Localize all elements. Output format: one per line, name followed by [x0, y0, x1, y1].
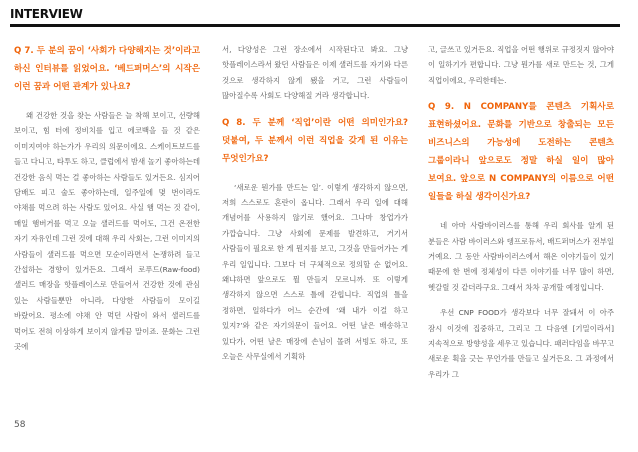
column-2 [222, 42, 408, 414]
answer-9-paragraph-2: 우선 CNP FOOD가 생각보다 너무 잘돼서 이 아주 잠시 이것에 집중하고, 그리고 그 다음엔 [기밀이라서] 지속적으로 방향성을 세우고 있습니다. 패러다임을 바꾸고 새로운 획을 긋는 무언가를 만들고 싶거든요. 그 과정에서 우리가 그 [428, 308, 614, 379]
answer-9-paragraph-1: 네 아마 사람바이러스를 통해 우리 회사를 알게 된 분들은 사람 바이러스와 뎅프로듀서, 배드퍼머스가 전부일 거예요. 그 동안 사람바이러스에서 해온 이야기들이 있기 때문에 한 번에 정체성이 다른 이야기를 너무 많이 하면, 헷갈릴 것 같더라구요. 그래서 차차 공개할 예정입니다. [428, 221, 614, 292]
header-rule [10, 24, 620, 27]
question-8: Q 8. 두 분께 ‘직업’이란 어떤 의미인가요? 덧붙여, 두 분께서 이런 직업을 갖게 된 이유는 무엇인가요? [222, 117, 408, 164]
column-1 [14, 42, 200, 414]
answer-7-continued: 서, 다양성은 그런 장소에서 시작된다고 봐요. 그냥 핫플레이스라서 왔던 사람들은 이제 샐러드를 자기와 다른 것으로 생각하지 않게 됐을 거고, 그런 사람들이 많아질수록 사회도 다양해질 거라 생각합니다. [222, 45, 408, 101]
column-3 [428, 42, 614, 414]
answer-7-paragraph: 왜 건강한 것을 찾는 사람들은 늘 착해 보이고, 선량해 보이고, 힘 터에 정비치를 입고 에코백을 들 것 같은 이미지여야 하는가가 우리의 의문이에요. 스케이트보드를 들고 다니고, 타투도 하고, 클럽에서 밤새 놀기 좋아하는데 건강한 음식 먹는 걸 좋아하는 사람들도 있거든요. 심지어 담배도 피고 술도 좋아하는데, 일주일에 몇 번이라도 야채를 먹으려 하는 사람도 있어요. 사실 햄 먹는 것 같이, 매일 햄버거를 먹고 오늘 샐러드를 먹어도, 그건 온전한 자기 자유인데 그런 것에 대해 우리 사회는, 그런 이미지의 사람들이 샐러드를 먹으면 모순이라면서 논쟁하려 들고 간섭하는 경향이 있거든요. 그래서 로푸드(Raw-food) 샐러드 매장을 핫플레이스로 만들어서 건강한 것에 관심 있는 사람들뿐만 아니라, 다양한 사람들이 모이길 바랐어요. 평소에 야채 안 먹던 사람이 와서 샐러드를 먹어도 전혀 이상하게 보이지 않게끔 말이죠. 문화는 그런 곳에 [14, 111, 200, 352]
page-number: 58 [14, 420, 26, 430]
question-7: Q 7. 두 분의 꿈이 ‘사회가 다양해지는 것’이라고 하신 인터뷰를 읽었어요. ‘베드퍼머스’의 시작은 이런 꿈과 어떤 관계가 있나요? [14, 46, 200, 92]
answer-8-continued: 고, 글쓰고 있거든요. 직업을 어떤 행위로 규정짓지 않아야 이 일하기가 편합니다. 그냥 뭔가를 새로 만드는 것, 그게 직업이에요, 우리한테는. [428, 45, 614, 85]
section-label: INTERVIEW [10, 7, 83, 21]
page-header [0, 0, 638, 34]
answer-8-paragraph: ‘새로운 뭔가를 만드는 일’. 이렇게 생각하지 않으면, 저희 스스로도 혼란이 옵니다. 그래서 우리 일에 대해 개념어를 사용하지 않기로 했어요. 그나마 창업가가 가깝습니다. 그냥 사회에 문제를 발견하고, 거기서 사람들이 필요로 한 게 뭔지를 보고, 그것을 만들어가는 게 우리 일입니다. 그보다 더 구체적으로 정의할 순 없어요. 왜냐하면 앞으로도 뭘 만들지 모르니까. 또 이렇게 생각하지 않으면 스스로 틀에 갇힙니다. 직업의 틀을 정하면, 일하다가 어느 순간에 ‘왜 내가 이걸 하고 있지?’와 같은 자기의문이 들어요. 어떤 날은 배송하고 있다가, 어떤 날은 매장에 손님이 몰려 서빙도 하고, 또 오늘은 사무실에서 기획하 [222, 182, 408, 362]
question-9: Q 9. N COMPANY를 콘텐츠 기획사로 표현하셨어요. 문화를 기반으로 창출되는 모든 비즈니스의 가능성에 도전하는 콘텐츠 그룹이라니 앞으로도 정말 하실 일이 많아 보여요. 앞으로 N COMPANY의 이름으로 어떤 일들을 하실 생각이신가요? [428, 102, 614, 203]
